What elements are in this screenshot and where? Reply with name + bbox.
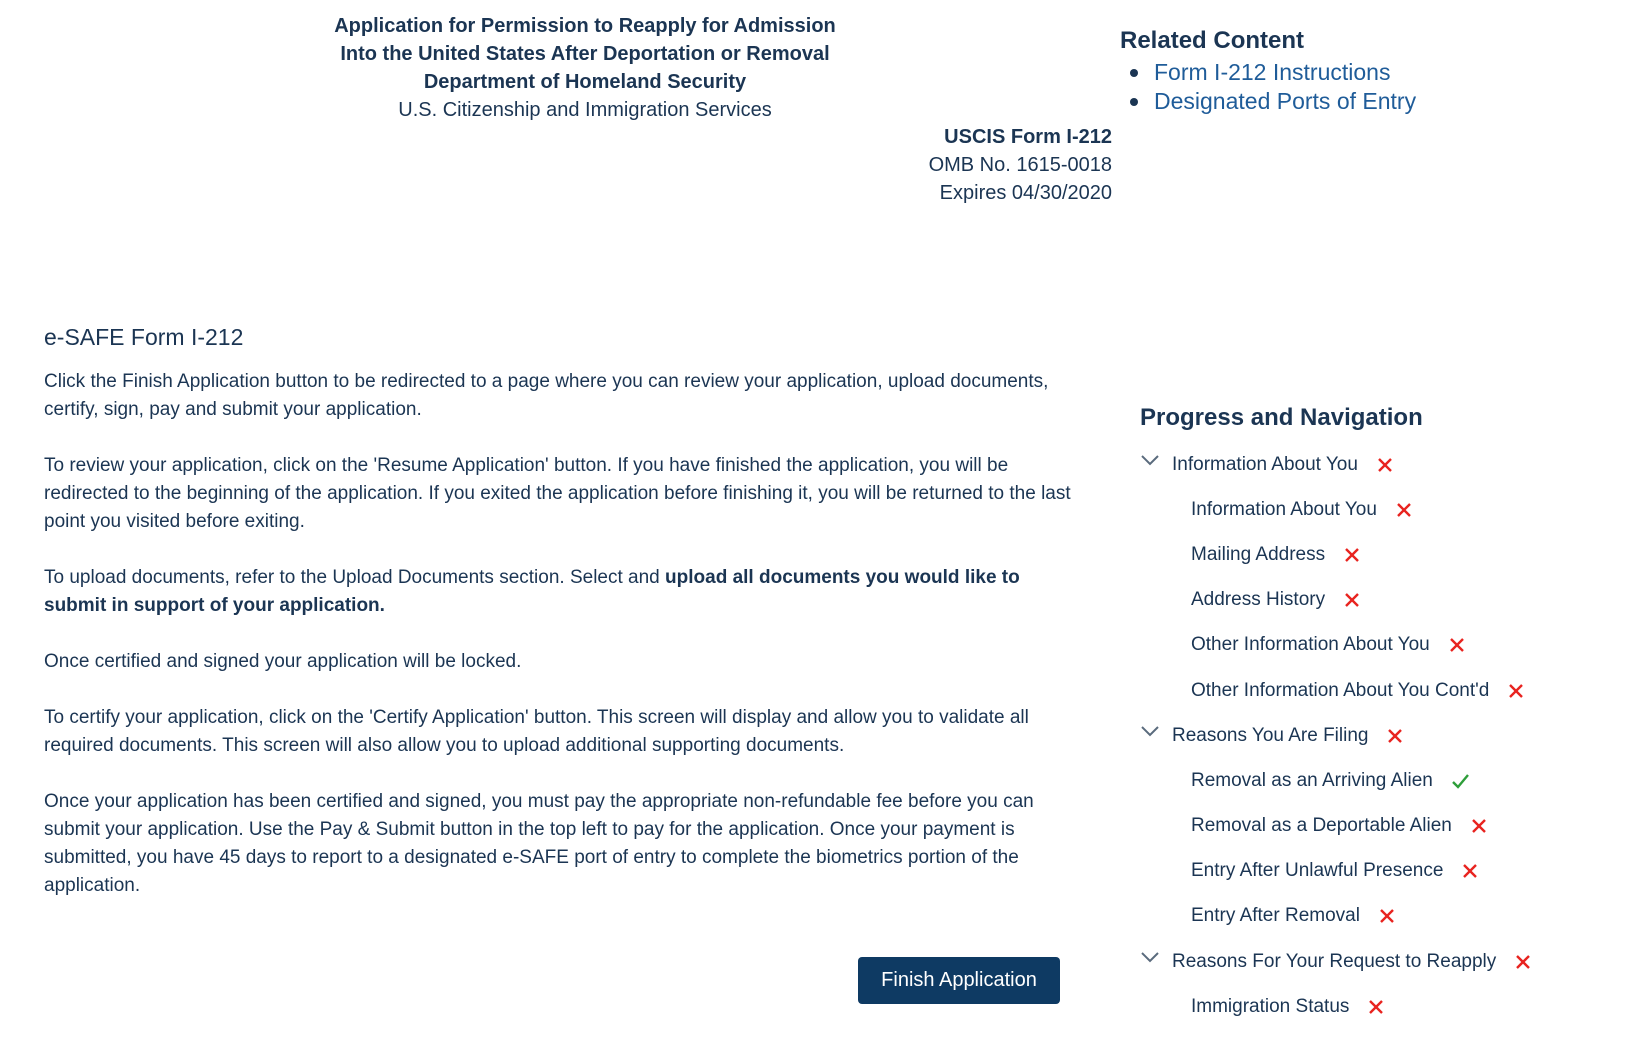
nav-subsection — [1140, 668, 1630, 713]
agency-name: U.S. Citizenship and Immigration Services — [398, 99, 772, 121]
chevron-down-icon[interactable] — [1140, 454, 1162, 468]
close-icon — [1367, 998, 1385, 1016]
nav-item-label[interactable]: Reasons You Are Filing — [1172, 724, 1369, 746]
instructions-paragraph-certify: To certify your application, click on the 'Certify Application' button. This screen will display and allow you to validate all required documents. This screen will also allow you to upload additional supporting documents. — [44, 707, 1029, 756]
form-title-line-1: Application for Permission to Reapply for Admission — [334, 15, 836, 37]
instructions-paragraph-locked: Once certified and signed your application will be locked. — [44, 651, 522, 672]
nav-item-label[interactable]: Information About You — [1172, 453, 1358, 475]
form-number: USCIS Form I-212 — [944, 126, 1112, 148]
close-icon — [1343, 546, 1361, 564]
expiration-date: Expires 04/30/2020 — [939, 182, 1112, 204]
main-content — [44, 322, 1074, 928]
related-content-title: Related Content — [1120, 27, 1305, 54]
close-icon — [1343, 591, 1361, 609]
close-icon — [1461, 862, 1479, 880]
form-header — [300, 12, 870, 124]
finish-application-button[interactable]: Finish Application — [858, 957, 1060, 1004]
checkmark-icon — [1451, 772, 1469, 790]
nav-subsection — [1140, 894, 1630, 939]
instructions-paragraph-pay: Once your application has been certified and signed, you must pay the appropriate non-refundable fee before you can submit your application. Use the Pay & Submit button in the top left to pay for the application. Once your payment is submitted, you have 45 days to report to a designated e-SAFE port of entry to complete the biometrics portion of the application. — [44, 791, 1034, 896]
nav-item-label[interactable]: Information About You — [1191, 498, 1377, 520]
related-content — [1120, 26, 1600, 116]
form-instructions-link[interactable]: Form I-212 Instructions — [1154, 59, 1391, 85]
nav-item-label[interactable]: Removal as an Arriving Alien — [1191, 769, 1433, 791]
form-title-line-2: Into the United States After Deportation or Removal — [340, 43, 830, 65]
nav-section — [1140, 939, 1630, 984]
nav-item-label[interactable]: Reasons For Your Request to Reapply — [1172, 950, 1497, 972]
omb-number: OMB No. 1615-0018 — [928, 154, 1112, 176]
close-icon — [1507, 682, 1525, 700]
nav-subsection — [1140, 532, 1630, 577]
chevron-down-icon[interactable] — [1140, 725, 1162, 739]
instructions-paragraph-upload — [44, 564, 1074, 620]
close-icon — [1378, 907, 1396, 925]
nav-subsection — [1140, 984, 1630, 1029]
nav-subsection — [1140, 804, 1630, 849]
nav-section — [1140, 713, 1630, 758]
nav-item-label[interactable]: Mailing Address — [1191, 543, 1326, 565]
nav-item-label[interactable]: Other Information About You Cont'd — [1191, 679, 1490, 701]
nav-item-label[interactable]: Immigration Status — [1191, 995, 1350, 1017]
instructions-paragraph-finish: Click the Finish Application button to be redirected to a page where you can review your application, upload documents, certify, sign, pay and submit your application. — [44, 371, 1049, 420]
department-name: Department of Homeland Security — [423, 71, 747, 93]
nav-section — [1140, 442, 1630, 487]
close-icon — [1386, 727, 1404, 745]
nav-item-label[interactable]: Other Information About You — [1191, 634, 1430, 656]
related-link-item — [1154, 87, 1600, 116]
nav-subsection — [1140, 487, 1630, 532]
nav-subsection — [1140, 623, 1630, 668]
progress-navigation — [1140, 402, 1630, 1029]
progress-navigation-title: Progress and Navigation — [1140, 404, 1423, 431]
related-links-list — [1120, 58, 1600, 116]
nav-subsection — [1140, 578, 1630, 623]
instructions-paragraph-review: To review your application, click on the 'Resume Application' button. If you have finished the application, you will be redirected to the beginning of the application. If you exited the application before finishing it, you will be returned to the last point you visited before exiting. — [44, 455, 1071, 532]
nav-subsection — [1140, 849, 1630, 894]
form-meta — [929, 123, 1112, 207]
upload-instructions-emphasis: upload all documents you would like to submit in support of your application. — [44, 567, 1020, 616]
nav-item-label[interactable]: Entry After Unlawful Presence — [1191, 860, 1444, 882]
nav-item-label[interactable]: Address History — [1191, 589, 1326, 611]
chevron-down-icon[interactable] — [1140, 951, 1162, 965]
ports-of-entry-link[interactable]: Designated Ports of Entry — [1154, 88, 1417, 114]
page-title: e-SAFE Form I-212 — [44, 324, 244, 350]
progress-nav-list — [1140, 442, 1630, 1029]
nav-item-label[interactable]: Entry After Removal — [1191, 905, 1360, 927]
close-icon — [1376, 456, 1394, 474]
close-icon — [1514, 953, 1532, 971]
upload-instructions-text: To upload documents, refer to the Upload Documents section. Select and — [44, 567, 666, 588]
close-icon — [1448, 636, 1466, 654]
close-icon — [1395, 501, 1413, 519]
nav-item-label[interactable]: Removal as a Deportable Alien — [1191, 815, 1452, 837]
close-icon — [1470, 817, 1488, 835]
related-link-item — [1154, 58, 1600, 87]
nav-subsection — [1140, 758, 1630, 803]
